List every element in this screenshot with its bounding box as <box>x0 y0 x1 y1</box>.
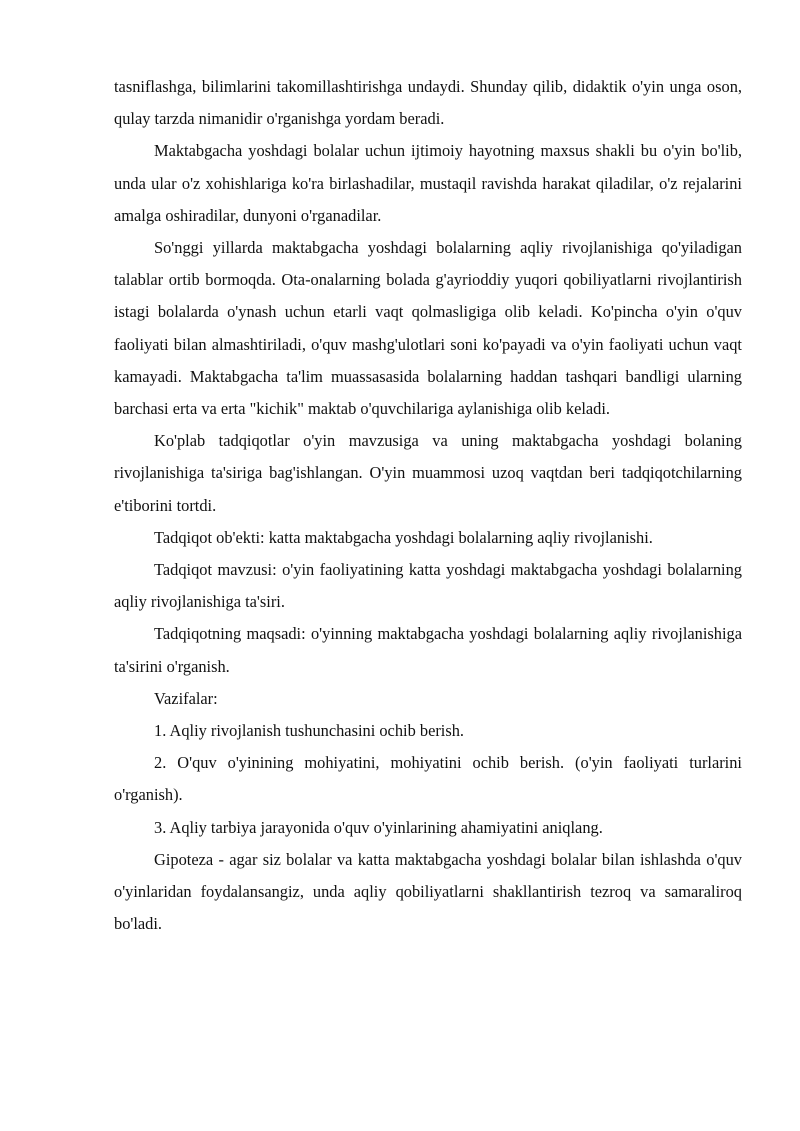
document-page <box>114 71 742 940</box>
paragraph-continuation: tasniflashga, bilimlarini takomillashtirishga undaydi. Shunday qilib, didaktik o'yin unga oson, qulay tarzda nimanidir o'rganishga yordam beradi. <box>114 77 742 129</box>
paragraph-task-1: 1. Aqliy rivojlanish tushunchasini ochib berish. <box>154 721 465 741</box>
paragraph-research-object: Tadqiqot ob'ekti: katta maktabgacha yoshdagi bolalarning aqliy rivojlanishi. <box>154 527 653 547</box>
paragraph-task-3: 3. Aqliy tarbiya jarayonida o'quv o'yinlarining ahamiyatini aniqlang. <box>154 817 603 837</box>
paragraph-research-goal: Tadqiqotning maqsadi: o'yinning maktabgacha yoshdagi bolalarning aqliy rivojlanishiga ta'sirini o'rganish. <box>114 624 742 676</box>
paragraph-tasks-heading: Vazifalar: <box>154 688 218 708</box>
paragraph-research-subject: Tadqiqot mavzusi: o'yin faoliyatining katta yoshdagi maktabgacha yoshdagi bolalarning aqliy rivojlanishiga ta'siri. <box>114 560 742 612</box>
paragraph-research-topic: Ko'plab tadqiqotlar o'yin mavzusiga va uning maktabgacha yoshdagi bolaning rivojlanishiga ta'siriga bag'ishlangan. O'yin muammosi uzoq vaqtdan beri tadqiqotchilarning e'tiborini tortdi. <box>114 431 742 515</box>
paragraph-recent-requirements: So'nggi yillarda maktabgacha yoshdagi bolalarning aqliy rivojlanishiga qo'yiladigan talablar ortib bormoqda. Ota-onalarning bolada g'ayrioddiy yuqori qobiliyatlarni rivojlantirish istagi bolalarda o'ynash uchun etarli vaqt qolmasligiga olib keladi. Ko'pincha o'yin o'quv faoliyati bilan almashtiriladi, o'quv mashg'ulotlari soni ko'payadi va o'yin faoliyati uchun vaqt kamayadi. Maktabgacha ta'lim muassasasida bolalarning haddan tashqari bandligi ularning barchasi erta va erta "kichik" maktab o'quvchilariga aylanishiga olib keladi. <box>114 238 742 419</box>
paragraph-hypothesis: Gipoteza - agar siz bolalar va katta maktabgacha yoshdagi bolalar bilan ishlashda o'quv o'yinlaridan foydalansangiz, unda aqliy qobiliyatlarni shakllantirish tezroq va samaraliroq bo'ladi. <box>114 849 742 934</box>
paragraph-play-social-form: Maktabgacha yoshdagi bolalar uchun ijtimoiy hayotning maxsus shakli bu o'yin bo'lib, unda ular o'z xohishlariga ko'ra birlashadilar, mustaqil ravishda harakat qiladilar, o'z rejalarini amalga oshiradilar, dunyoni o'rganadilar. <box>114 141 742 225</box>
paragraph-task-2: 2. O'quv o'yinining mohiyatini, mohiyatini ochib berish. (o'yin faoliyati turlarini o'rganish). <box>114 753 742 805</box>
